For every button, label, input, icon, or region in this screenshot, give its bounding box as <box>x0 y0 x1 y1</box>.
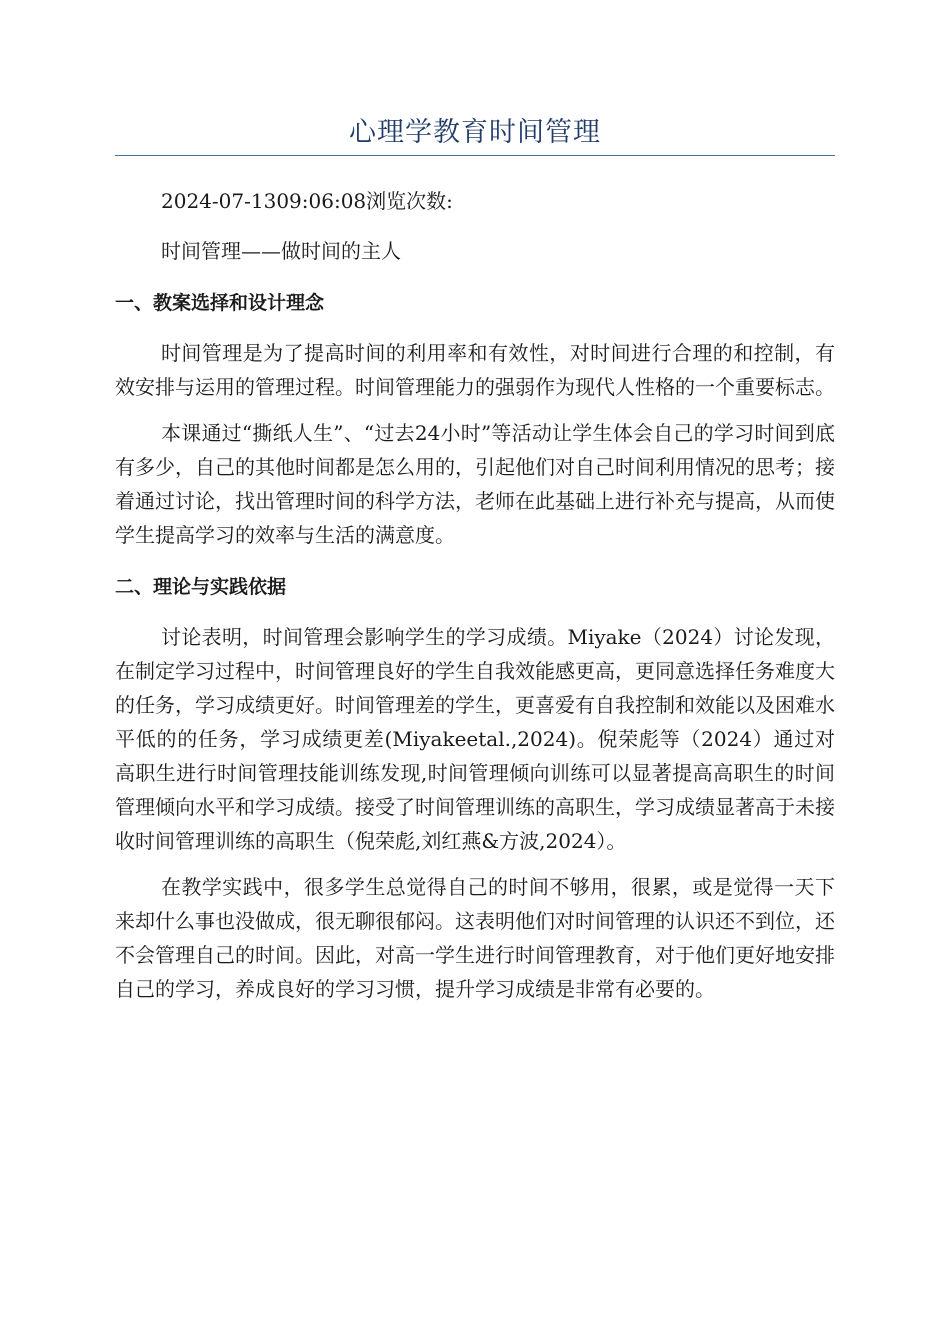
section-heading-1: 一、教案选择和设计理念 <box>115 292 325 314</box>
document-page <box>115 110 835 1006</box>
section-heading-2: 二、理论与实践依据 <box>115 576 287 598</box>
section-2-paragraph-1: 讨论表明，时间管理会影响学生的学习成绩。Miyake（2024）讨论发现，在制定学习过程中，时间管理良好的学生自我效能感更高，更同意选择任务难度大的任务，学习成绩更好。时间管理差的学生，更喜爱有自我控制和效能以及困难水平低的的任务，学习成绩更差(Miyakeetal.,2024)。倪荣彪等（2024）通过对高职生进行时间管理技能训练发现,时间管理倾向训练可以显著提高高职生的时间管理倾向水平和学习成绩。接受了时间管理训练的高职生，学习成绩显著高于未接收时间管理训练的高职生（倪荣彪,刘红燕&方波,2024）。 <box>115 625 835 853</box>
section-2-paragraph-2: 在教学实践中，很多学生总觉得自己的时间不够用，很累，或是觉得一天下来却什么事也没做成，很无聊很郁闷。这表明他们对时间管理的认识还不到位，还不会管理自己的时间。因此，对高一学生进行时间管理教育，对于他们更好地安排自己的学习，养成良好的学习习惯，提升学习成绩是非常有必要的。 <box>115 875 835 1001</box>
title-underline <box>115 155 835 156</box>
section-1-paragraph-1: 时间管理是为了提高时间的利用率和有效性，对时间进行合理的和控制，有效安排与运用的管理过程。时间管理能力的强弱作为现代人性格的一个重要标志。 <box>115 341 835 399</box>
document-title: 心理学教育时间管理 <box>349 117 601 148</box>
publish-meta: 2024-07-1309:06:08浏览次数: <box>161 189 453 213</box>
document-subtitle: 时间管理——做时间的主人 <box>161 239 401 263</box>
section-1-paragraph-2: 本课通过“撕纸人生”、“过去24小时”等活动让学生体会自己的学习时间到底有多少，自己的其他时间都是怎么用的，引起他们对自己时间利用情况的思考；接着通过讨论，找出管理时间的科学方法，老师在此基础上进行补充与提高，从而使学生提高学习的效率与生活的满意度。 <box>115 421 835 547</box>
